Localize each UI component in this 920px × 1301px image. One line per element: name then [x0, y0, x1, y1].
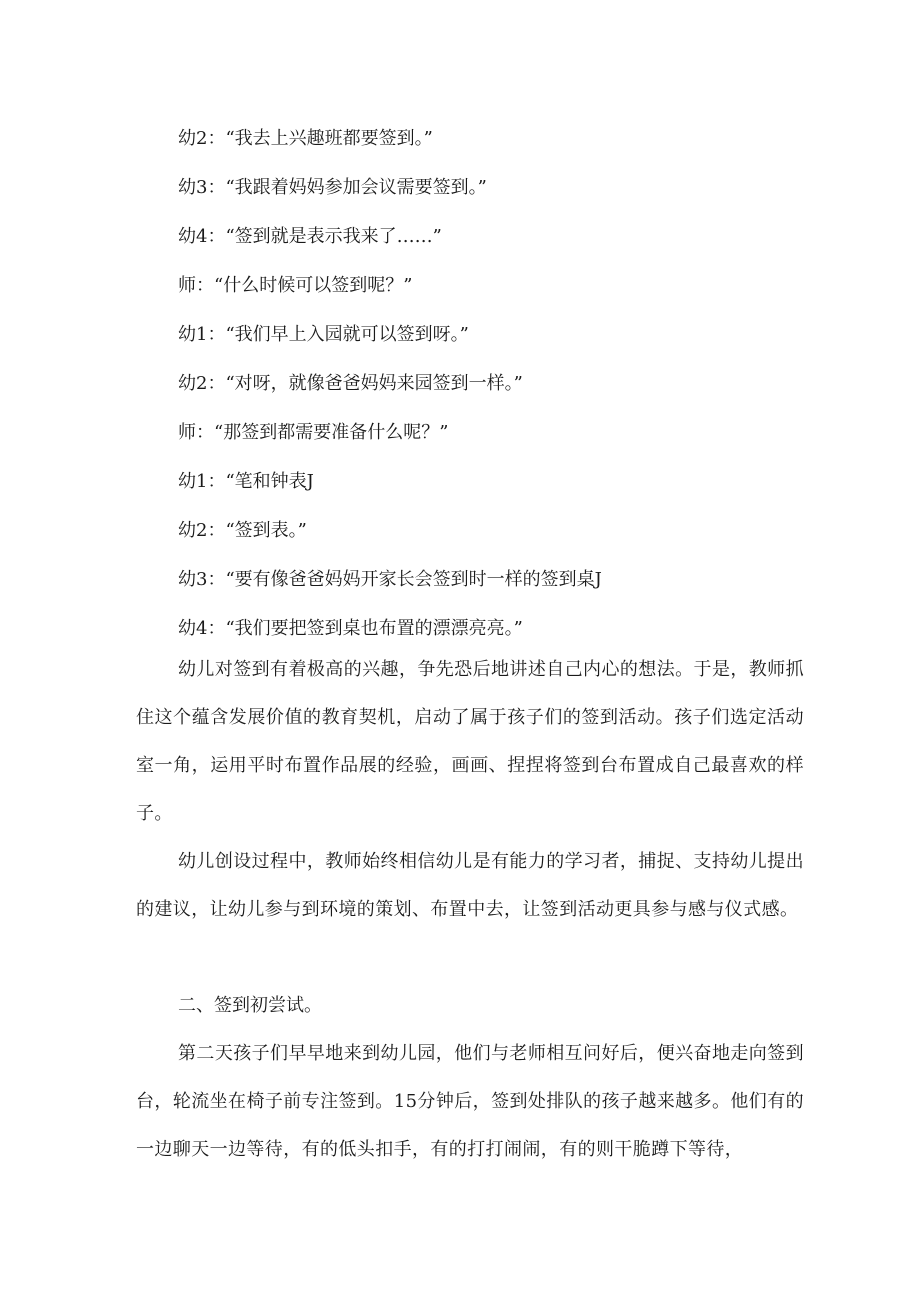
- paragraph-creation: 幼儿创设过程中，教师始终相信幼儿是有能力的学习者，捕捉、支持幼儿提出的建议，让幼儿参与到环境的策划、布置中去，让签到活动更具参与感与仪式感。: [136, 851, 804, 920]
- dialogue-block: [0, 114, 920, 653]
- dialogue-line: 幼3：“要有像爸爸妈妈开家长会签到时一样的签到桌J: [178, 569, 602, 590]
- dialogue-line: 幼2：“签到表。”: [178, 520, 307, 541]
- dialogue-line: 幼3：“我跟着妈妈参加会议需要签到。”: [178, 177, 487, 198]
- dialogue-line: 幼2：“我去上兴趣班都要签到。”: [178, 128, 433, 149]
- dialogue-line: 幼2：“对呀，就像爸爸妈妈来园签到一样。”: [178, 373, 523, 394]
- paragraph-first-try: 第二天孩子们早早地来到幼儿园，他们与老师相互问好后，便兴奋地走向签到台，轮流坐在椅子前专注签到。15分钟后，签到处排队的孩子越来越多。他们有的一边聊天一边等待，有的低头扣手，有的打打闹闹，有的则干脆蹲下等待，: [136, 1043, 804, 1160]
- paragraph-interest: 幼儿对签到有着极高的兴趣，争先恐后地讲述自己内心的想法。于是，教师抓住这个蕴含发展价值的教育契机，启动了属于孩子们的签到活动。孩子们选定活动室一角，运用平时布置作品展的经验，画画、捏捏将签到台布置成自己最喜欢的样子。: [136, 659, 804, 824]
- dialogue-line: 幼4：“我们要把签到桌也布置的漂漂亮亮。”: [178, 618, 523, 639]
- dialogue-line: 师：“那签到都需要准备什么呢？”: [178, 422, 449, 443]
- section-heading: 二、签到初尝试。: [178, 995, 322, 1016]
- dialogue-line: 幼1：“笔和钟表J: [178, 471, 314, 492]
- dialogue-line: 师：“什么时候可以签到呢？”: [178, 275, 413, 296]
- dialogue-line: 幼1：“我们早上入园就可以签到呀。”: [178, 324, 469, 345]
- dialogue-line: 幼4：“签到就是表示我来了……”: [178, 226, 442, 247]
